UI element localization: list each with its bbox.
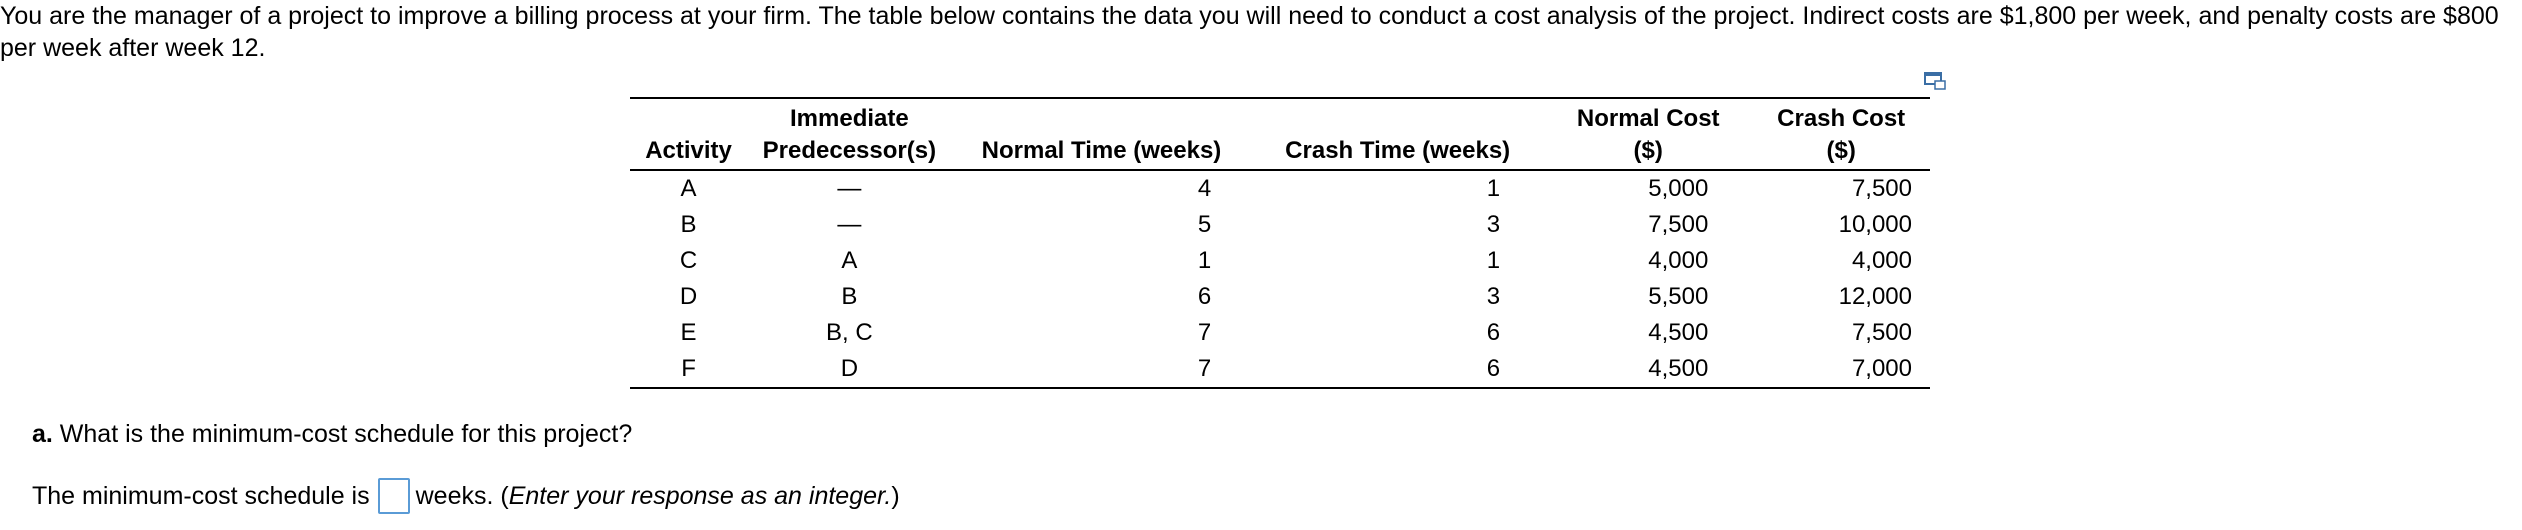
cell-crash-cost: 12,000 xyxy=(1838,283,1912,310)
cell-crash-cost: 4,000 xyxy=(1851,247,1912,274)
header-normal-cost xyxy=(1544,98,1752,170)
header-normal-time xyxy=(952,98,1252,170)
header-crash-cost-line2: ($) xyxy=(1826,137,1856,164)
header-crash-time-label: Crash Time (weeks) xyxy=(1285,137,1511,164)
cell-crash-cost: 10,000 xyxy=(1838,211,1912,238)
answer-input[interactable] xyxy=(378,478,410,514)
cell-normal-time: 7 xyxy=(952,351,1252,388)
cell-predecessors: B xyxy=(841,283,858,310)
cell-crash-time: 1 xyxy=(1486,247,1501,274)
header-activity-label: Activity xyxy=(645,137,732,164)
cell-predecessors: — xyxy=(837,175,862,202)
cell-crash-cost: 7,500 xyxy=(1851,319,1912,346)
cell-activity: C xyxy=(679,247,698,274)
cell-crash-cost: 7,000 xyxy=(1752,351,1930,388)
table-row xyxy=(630,207,1930,243)
cell-crash-time: 1 xyxy=(1486,175,1501,202)
cell-crash-time: 3 xyxy=(1486,211,1501,238)
question-a xyxy=(32,418,632,450)
cell-normal-cost: 7,500 xyxy=(1648,211,1709,238)
header-predecessors-line2: Predecessor(s) xyxy=(762,137,937,164)
question-label: a. xyxy=(32,420,53,448)
activity-data-table xyxy=(630,97,1930,389)
cell-crash-time: 3 xyxy=(1486,283,1501,310)
table-row xyxy=(630,170,1930,207)
answer-line xyxy=(32,478,900,514)
cell-predecessors: A xyxy=(841,247,858,274)
header-activity xyxy=(630,98,747,170)
cell-activity: B xyxy=(680,211,697,238)
problem-statement: You are the manager of a project to improve a billing process at your firm. The table below contains the data you will need to conduct a cost analysis of the project. Indirect costs are $1,800 per week, and penalty costs are $800 per week after week 12. xyxy=(0,2,2499,62)
header-predecessors-line1: Immediate xyxy=(790,105,909,132)
table-header-row xyxy=(630,98,1930,170)
header-normal-cost-line1: Normal Cost xyxy=(1576,105,1720,132)
cell-crash-cost: 7,500 xyxy=(1851,175,1912,202)
answer-instruction: Enter your response as an integer. xyxy=(508,482,892,510)
header-normal-cost-line2: ($) xyxy=(1633,137,1663,164)
cell-normal-cost: 4,500 xyxy=(1544,351,1752,388)
cell-normal-time: 7 xyxy=(1197,319,1212,346)
header-crash-cost-line1: Crash Cost xyxy=(1777,105,1906,132)
cell-predecessors: — xyxy=(837,211,862,238)
cell-crash-time: 6 xyxy=(1486,319,1501,346)
cell-predecessors: D xyxy=(747,351,952,388)
cell-activity: E xyxy=(680,319,697,346)
table-row xyxy=(630,279,1930,315)
answer-suffix-plain: weeks. ( xyxy=(415,482,509,510)
cell-crash-time: 6 xyxy=(1251,351,1544,388)
cell-predecessors: B, C xyxy=(826,319,873,346)
cell-normal-cost: 5,500 xyxy=(1648,283,1709,310)
cell-activity: F xyxy=(630,351,747,388)
answer-prefix: The minimum-cost schedule is xyxy=(32,482,370,510)
header-crash-time xyxy=(1251,98,1544,170)
header-crash-cost xyxy=(1752,98,1930,170)
cell-normal-cost: 4,500 xyxy=(1648,319,1709,346)
cell-normal-cost: 5,000 xyxy=(1648,175,1709,202)
header-normal-time-label: Normal Time (weeks) xyxy=(981,137,1222,164)
header-predecessors xyxy=(747,98,952,170)
cell-normal-cost: 4,000 xyxy=(1648,247,1709,274)
table-row xyxy=(630,315,1930,351)
cell-normal-time: 6 xyxy=(1197,283,1212,310)
cell-normal-time: 5 xyxy=(1197,211,1212,238)
table-row xyxy=(630,351,1930,388)
cell-normal-time: 4 xyxy=(1197,175,1212,202)
data-table-container xyxy=(630,97,1930,389)
cell-activity: A xyxy=(680,175,697,202)
answer-suffix-close: ) xyxy=(891,482,900,510)
cell-activity: D xyxy=(679,283,698,310)
question-text: What is the minimum-cost schedule for this project? xyxy=(52,420,633,448)
table-row xyxy=(630,243,1930,279)
copy-table-icon[interactable] xyxy=(1924,72,1946,90)
cell-normal-time: 1 xyxy=(1197,247,1212,274)
